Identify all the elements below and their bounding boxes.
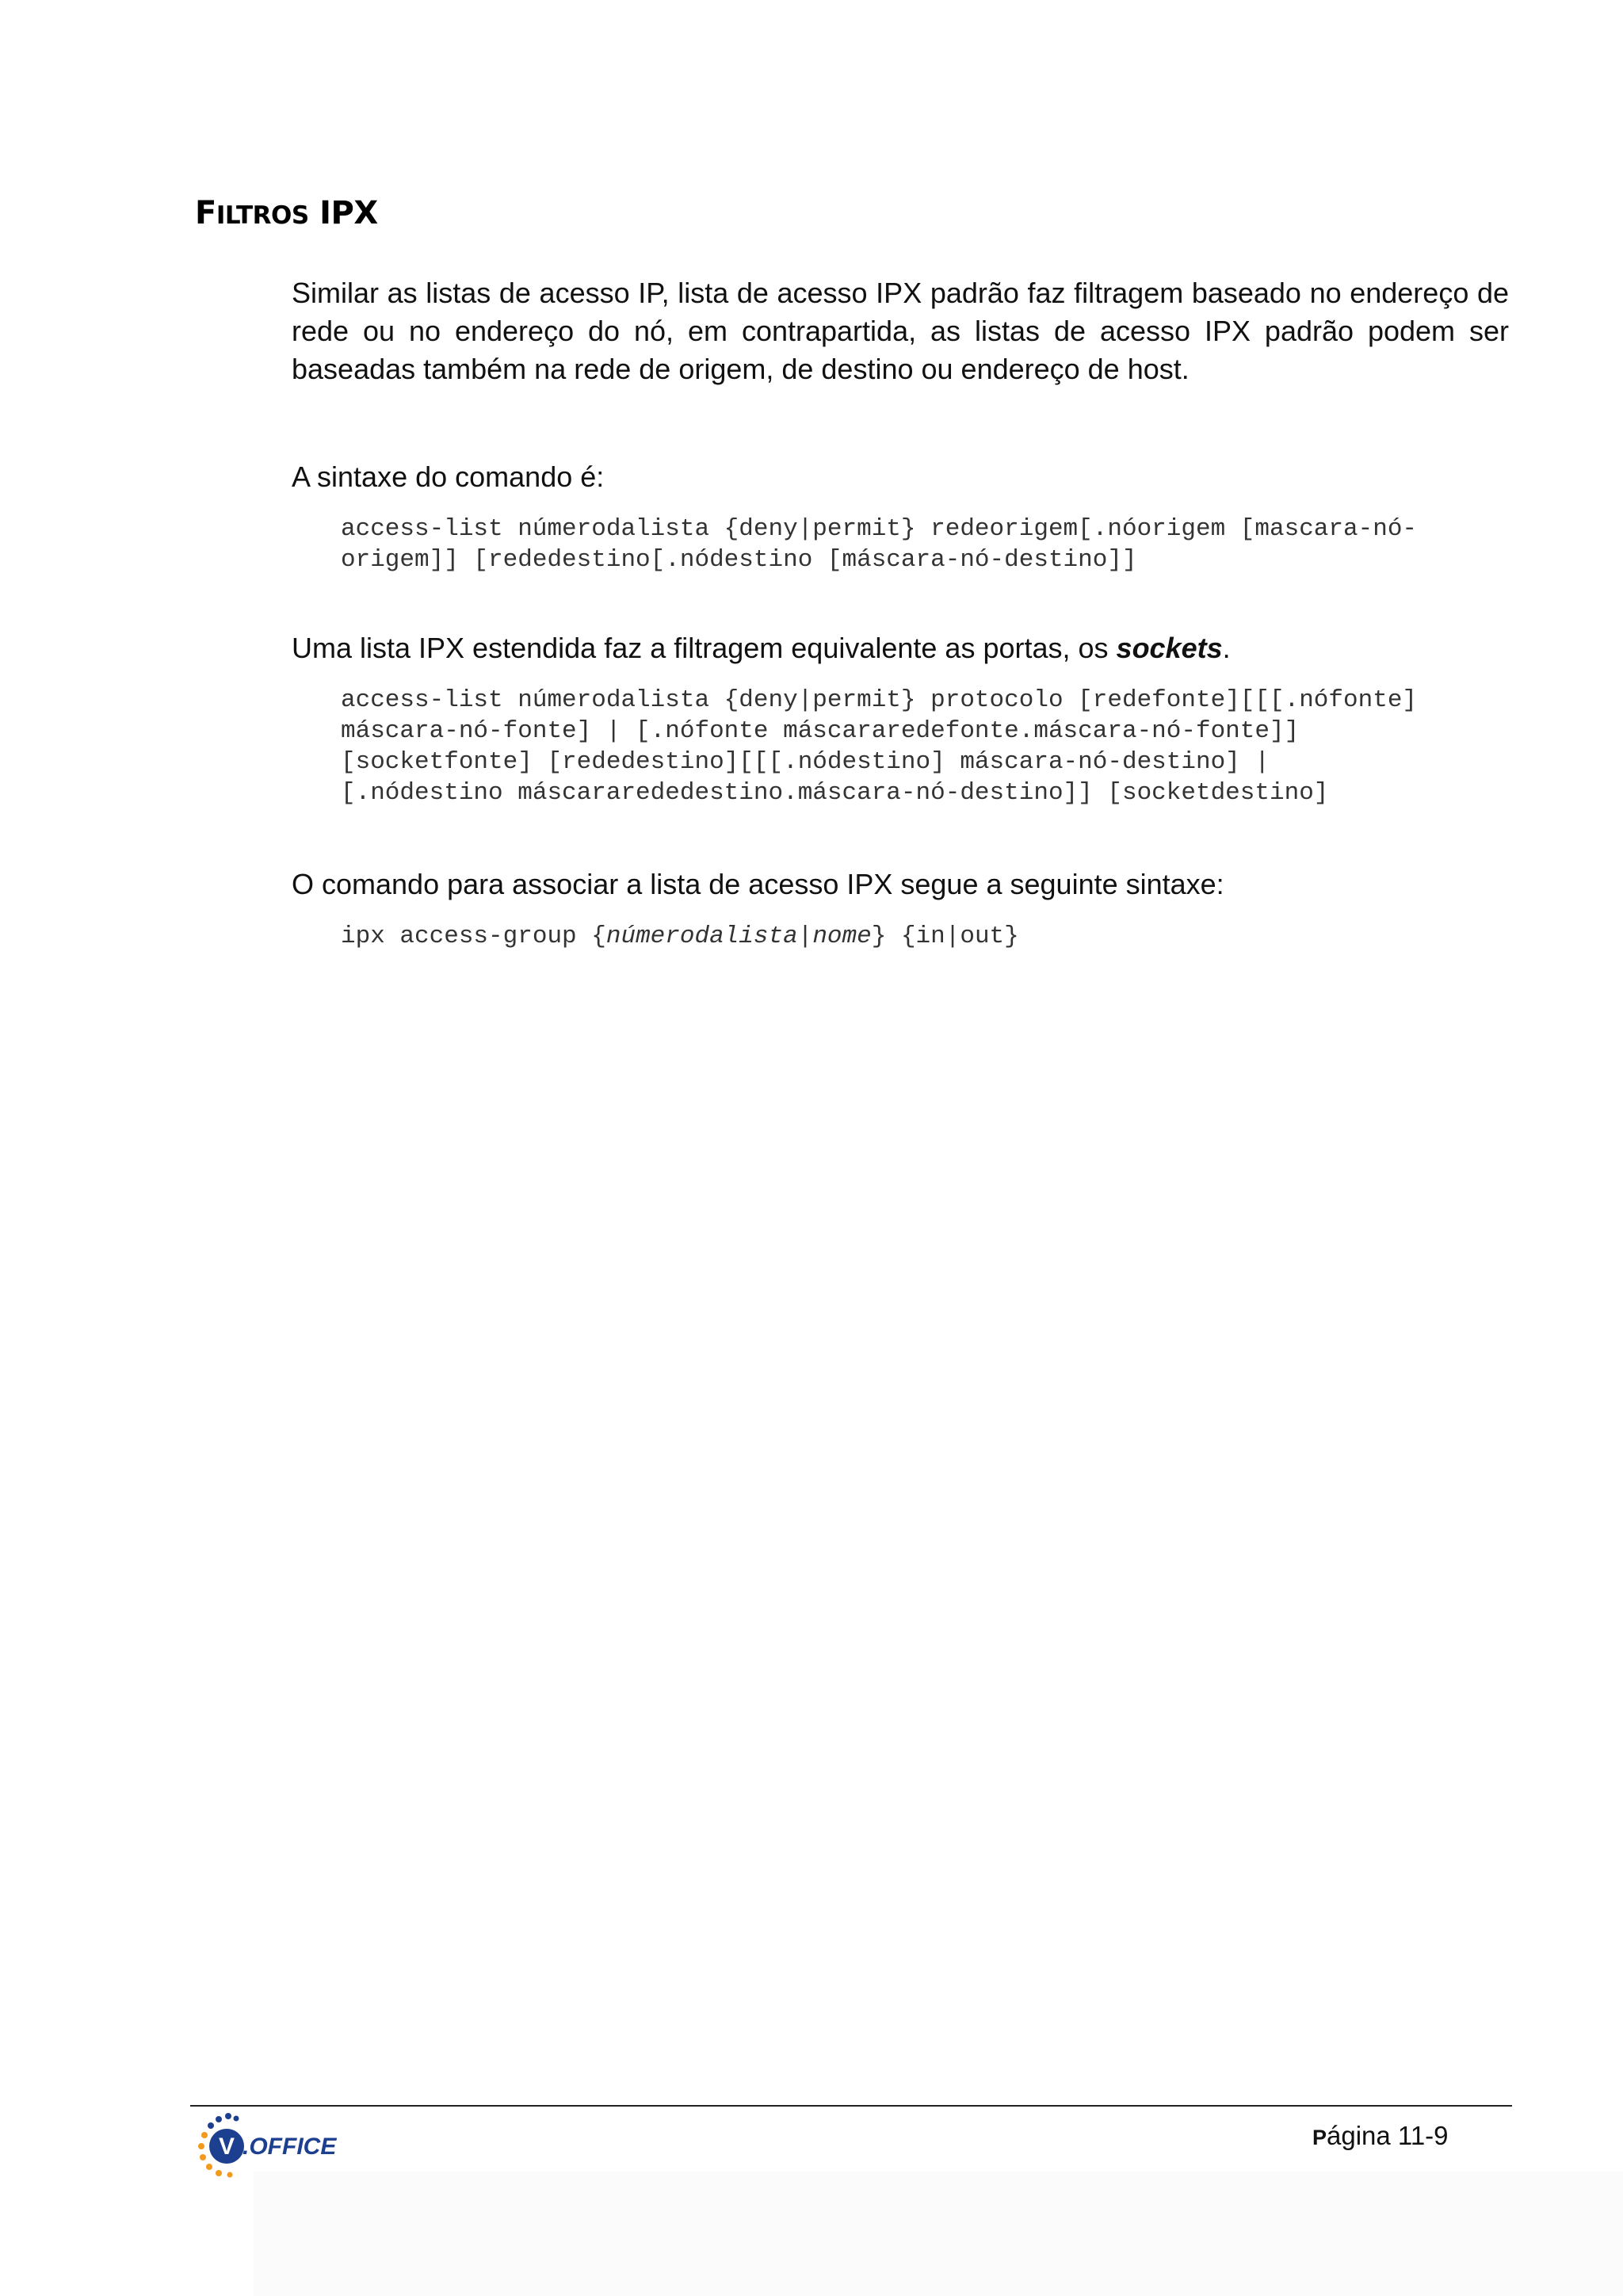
title-first-letter: F (195, 195, 216, 231)
group-arg-name: nome (812, 923, 872, 950)
group-prefix: ipx access-group { (341, 923, 606, 950)
group-separator: | (797, 923, 813, 950)
extended-intro (292, 629, 1509, 667)
code-line: access-list númerodalista {deny|permit} protocolo [redefonte][[[.nófonte] (341, 686, 1418, 714)
code-line: access-list númerodalista {deny|permit} redeorigem[.nóorigem [mascara-nó- (341, 515, 1418, 543)
extended-intro-text: Uma lista IPX estendida faz a filtragem equivalente as portas, os (292, 632, 1117, 664)
code-line: máscara-nó-fonte] | [.nófonte máscararedefonte.máscara-nó-fonte]] (341, 717, 1300, 745)
extended-intro-period: . (1222, 632, 1231, 664)
code-line: origem]] [rededestino[.nódestino [máscara-nó-destino]] (341, 546, 1137, 574)
access-group-code (341, 921, 1529, 952)
extended-syntax-code (341, 685, 1529, 808)
title-suffix: IPX (319, 195, 378, 231)
intro-paragraph: Similar as listas de acesso IP, lista de acesso IPX padrão faz filtragem baseado no endereço de rede ou no endereço do nó, em contrapartida, as listas de acesso IPX padrão podem ser baseadas também na rede de origem, de destino ou endereço de host. (292, 277, 1509, 385)
standard-syntax-code (341, 514, 1529, 575)
page-label-initial: P (1312, 2126, 1327, 2149)
group-suffix: } {in|out} (871, 923, 1019, 950)
code-line: [socketfonte] [rededestino][[[.nódestino] máscara-nó-destino] | (341, 748, 1270, 776)
title-smallcaps: ILTROS (216, 201, 309, 230)
logo-letter: V (218, 2134, 235, 2160)
group-arg-number: númerodalista (605, 923, 798, 950)
associate-intro: O comando para associar a lista de acesso IPX segue a seguinte sintaxe: (292, 868, 1224, 900)
footer-shade (254, 2172, 1623, 2296)
syntax-intro: A sintaxe do comando é: (292, 460, 605, 493)
code-line: [.nódestino máscararededestino.máscara-nó-destino]] [socketdestino] (341, 779, 1329, 807)
section-title (195, 195, 378, 231)
logo-text: .OFFICE (242, 2134, 337, 2160)
sockets-emphasis: sockets (1116, 632, 1223, 664)
page-number (1312, 2121, 1449, 2151)
page-label-rest: ágina 11-9 (1327, 2121, 1449, 2150)
footer-divider (190, 2105, 1512, 2107)
voffice-logo (190, 2108, 357, 2184)
